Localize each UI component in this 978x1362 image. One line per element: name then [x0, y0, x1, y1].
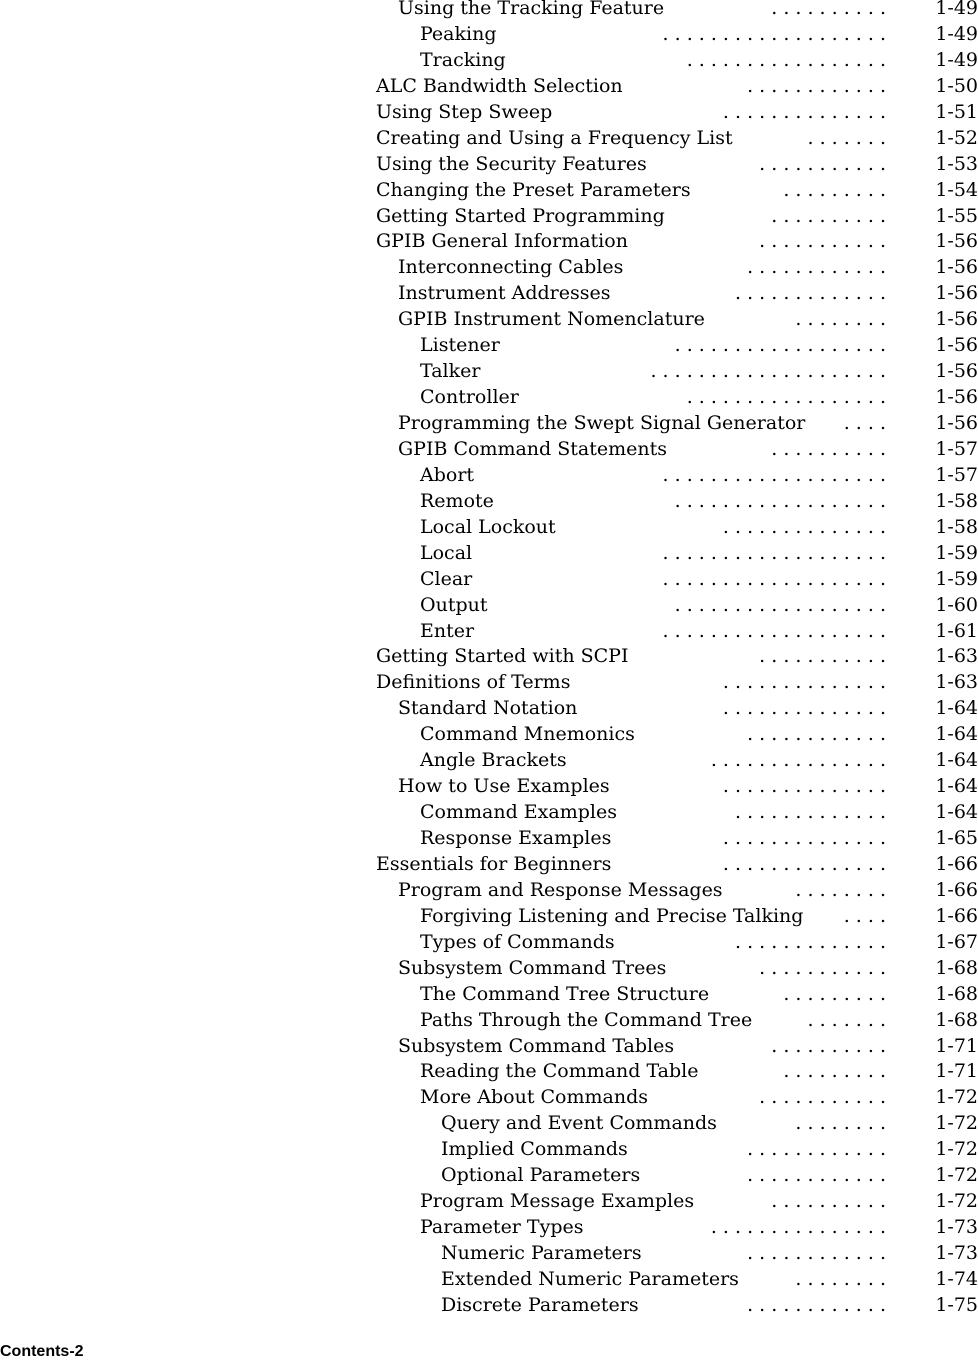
page-footer-label: Contents-2 — [0, 1343, 84, 1360]
toc-entry-title: Query and Event Commands — [441, 1112, 717, 1135]
toc-page-number: 1-59 — [935, 541, 978, 564]
toc-leader-dots: . . . . . . . . — [795, 308, 886, 331]
toc-leader-dots: . . . . . . . . . . . . . . — [722, 515, 886, 538]
toc-entry-title: Response Examples — [420, 827, 612, 849]
toc-entry-title: Interconnecting Cables — [398, 256, 624, 279]
toc-page-number: 1-75 — [935, 1293, 978, 1316]
toc-entry-title: Types of Commands — [420, 930, 615, 953]
toc-page-number: 1-55 — [935, 204, 978, 227]
toc-entry-title: Reading the Command Table — [420, 1060, 699, 1083]
toc-entry-title: Remote — [420, 489, 494, 512]
toc-leader-dots: . . . . . . . . . . . — [759, 152, 886, 175]
toc-leader-dots: . . . . . . . . . . . . . . . — [710, 749, 886, 772]
toc-entry — [376, 826, 978, 852]
toc-page-number: 1-66 — [935, 852, 978, 875]
toc-entry-title: Command Examples — [420, 801, 617, 824]
toc-entry — [376, 722, 978, 748]
toc-page-number: 1-56 — [935, 386, 978, 409]
toc-page-number: 1-57 — [935, 437, 978, 460]
toc-page-number: 1-51 — [935, 100, 978, 123]
toc-entry-title: ALC Bandwidth Selection — [376, 74, 623, 97]
toc-page-number: 1-74 — [935, 1267, 978, 1290]
toc-entry-title: How to Use Examples — [398, 775, 610, 798]
toc-entry — [376, 359, 978, 385]
toc-page-number: 1-59 — [935, 567, 978, 590]
toc-entry — [376, 515, 978, 541]
toc-entry-title: Using the Tracking Feature — [398, 0, 665, 19]
toc-page-number: 1-58 — [935, 515, 978, 538]
toc-leader-dots: . . . . . . . . . . . . . — [735, 282, 886, 305]
toc-entry-title: Optional Parameters — [441, 1164, 641, 1187]
toc-page-number: 1-49 — [935, 48, 978, 71]
toc-leader-dots: . . . . . . . . . . . . . . — [722, 671, 886, 694]
toc-page-number: 1-50 — [935, 74, 978, 97]
toc-entry-title: Forgiving Listening and Precise Talking — [420, 904, 804, 927]
toc-entry-title: Essentials for Beginners — [376, 852, 612, 875]
toc-entry — [376, 774, 978, 800]
toc-page-number: 1-71 — [935, 1060, 978, 1083]
toc-entry — [376, 930, 978, 956]
toc-leader-dots: . . . . . . . . . . . . — [747, 74, 886, 97]
toc-leader-dots: . . . . . . . . . . . . . . . . . . . — [662, 541, 886, 564]
toc-leader-dots: . . . . . . . . . . . . . . — [722, 697, 886, 720]
toc-entry-title: GPIB Instrument Nomenclature — [398, 308, 705, 331]
toc-entry-title: Abort — [420, 463, 475, 486]
toc-entry — [376, 281, 978, 307]
toc-entry — [376, 1241, 978, 1267]
toc-leader-dots: . . . . . . . — [807, 126, 886, 149]
toc-page-number: 1-66 — [935, 878, 978, 901]
toc-page-number: 1-65 — [935, 827, 978, 849]
toc-entry-title: GPIB General Information — [376, 230, 628, 253]
toc-entry — [376, 956, 978, 982]
toc-entry-title: More About Commands — [420, 1086, 648, 1109]
toc-page-number: 1-72 — [935, 1138, 978, 1161]
toc-leader-dots: . . . . . . . . . . . . — [747, 1138, 886, 1161]
toc-entry — [376, 48, 978, 74]
toc-entry — [376, 619, 978, 645]
toc-leader-dots: . . . . . . . — [807, 1008, 886, 1031]
toc-leader-dots: . . . . — [843, 412, 886, 434]
toc-leader-dots: . . . . . . . . . . — [771, 437, 886, 460]
toc-leader-dots: . . . . . . . . . . . . . — [735, 801, 886, 824]
toc-entry — [376, 878, 978, 904]
toc-entry — [376, 126, 978, 152]
toc-entry — [376, 696, 978, 722]
toc-leader-dots: . . . . . . . . . . . . . — [735, 930, 886, 953]
toc-entry — [376, 644, 978, 670]
toc-page-number: 1-72 — [935, 1112, 978, 1135]
toc-leader-dots: . . . . . . . . . . . . . . . — [710, 1216, 886, 1239]
toc-entry — [376, 904, 978, 930]
toc-leader-dots: . . . . . . . . . . . . . . . . . . — [674, 334, 886, 357]
toc-leader-dots: . . . . . . . . . . . . . . — [722, 827, 886, 849]
toc-leader-dots: . . . . . . . . . . . . . . . . . . . . — [650, 360, 886, 383]
toc-page-number: 1-58 — [935, 489, 978, 512]
toc-entry — [376, 1163, 978, 1189]
toc-leader-dots: . . . . . . . . . — [783, 982, 886, 1005]
toc-entry — [376, 852, 978, 878]
toc-page-number: 1-72 — [935, 1190, 978, 1213]
toc-leader-dots: . . . . . . . . . . . . — [747, 1242, 886, 1264]
toc-entry — [376, 0, 978, 22]
toc-entry-title: Talker — [420, 360, 481, 383]
toc-entry-title: Subsystem Command Trees — [398, 956, 667, 979]
toc-leader-dots: . . . . . . . . . . — [771, 204, 886, 227]
toc-entry — [376, 593, 978, 619]
toc-entry-title: Numeric Parameters — [441, 1242, 642, 1264]
toc-page-number: 1-66 — [935, 904, 978, 927]
toc-entry-title: Program and Response Messages — [398, 878, 723, 901]
toc-page-number: 1-73 — [935, 1216, 978, 1239]
toc-page-number: 1-64 — [935, 697, 978, 720]
toc-page-number: 1-52 — [935, 126, 978, 149]
toc-entry — [376, 411, 978, 437]
toc-page-number: 1-71 — [935, 1034, 978, 1057]
toc-page-number: 1-64 — [935, 775, 978, 798]
toc-entry-title: Output — [420, 593, 488, 616]
toc-page-number: 1-68 — [935, 982, 978, 1005]
toc-entry — [376, 1189, 978, 1215]
toc-entry-title: Getting Started Programming — [376, 204, 665, 227]
toc-entry — [376, 670, 978, 696]
toc-entry — [376, 204, 978, 230]
toc-page-number: 1-56 — [935, 230, 978, 253]
toc-entry-title: Parameter Types — [420, 1216, 584, 1239]
toc-leader-dots: . . . . . . . . . . . . — [747, 256, 886, 279]
toc-page-number: 1-56 — [935, 308, 978, 331]
toc-entry — [376, 1059, 978, 1085]
toc-entry-title: Enter — [420, 619, 475, 642]
toc-entry — [376, 463, 978, 489]
toc-page-number: 1-56 — [935, 360, 978, 383]
toc-entry-title: Implied Commands — [441, 1138, 628, 1161]
toc-page-number: 1-63 — [935, 671, 978, 694]
toc-leader-dots: . . . . . . . . . — [783, 178, 886, 201]
toc-entry-title: Controller — [420, 386, 519, 409]
toc-entry-title: Listener — [420, 334, 500, 357]
toc-entry — [376, 800, 978, 826]
toc-entry-title: Programming the Swept Signal Generator — [398, 412, 806, 434]
toc-page-number: 1-68 — [935, 956, 978, 979]
toc-entry-title: Getting Started with SCPI — [376, 645, 629, 668]
toc-entry-title: GPIB Command Statements — [398, 437, 667, 460]
toc-leader-dots: . . . . . . . . . . . . — [747, 1164, 886, 1187]
toc-entry-title: Definitions of Terms — [376, 671, 571, 694]
toc-leader-dots: . . . . . . . . . . . . . . . . . — [686, 386, 886, 409]
toc-entry-title: Program Message Examples — [420, 1190, 695, 1213]
toc-entry — [376, 1215, 978, 1241]
toc-entry — [376, 1267, 978, 1293]
toc-leader-dots: . . . . . . . . . . . . — [747, 723, 886, 746]
toc-leader-dots: . . . . . . . . . . . . . . — [722, 775, 886, 798]
toc-entry-title: Command Mnemonics — [420, 723, 635, 746]
toc-entry — [376, 1137, 978, 1163]
toc-entry-title: Instrument Addresses — [398, 282, 611, 305]
toc-entry-title: Extended Numeric Parameters — [441, 1267, 739, 1290]
toc-entry — [376, 100, 978, 126]
toc-entry-title: The Command Tree Structure — [420, 982, 710, 1005]
toc-entry — [376, 255, 978, 281]
toc-entry — [376, 982, 978, 1008]
toc-page-number: 1-54 — [935, 178, 978, 201]
toc-entry-title: Angle Brackets — [420, 749, 567, 772]
toc-leader-dots: . . . . — [843, 904, 886, 927]
toc-page-number: 1-61 — [935, 619, 978, 642]
toc-page-number: 1-64 — [935, 801, 978, 824]
toc-leader-dots: . . . . . . . . . . . . . . — [722, 100, 886, 123]
toc-leader-dots: . . . . . . . . — [795, 1267, 886, 1290]
toc-page-number: 1-73 — [935, 1242, 978, 1264]
toc-entry — [376, 22, 978, 48]
toc-entry — [376, 541, 978, 567]
toc-leader-dots: . . . . . . . . . . . . . . — [722, 852, 886, 875]
toc-page-number: 1-56 — [935, 256, 978, 279]
toc-page-number: 1-72 — [935, 1086, 978, 1109]
toc-entry — [376, 229, 978, 255]
toc-entry — [376, 1111, 978, 1137]
toc-leader-dots: . . . . . . . . . . — [771, 0, 886, 19]
toc-entry — [376, 178, 978, 204]
table-of-contents — [376, 0, 978, 1319]
toc-leader-dots: . . . . . . . . . . . . . . . . . . . — [662, 22, 886, 45]
toc-leader-dots: . . . . . . . . . . . — [759, 1086, 886, 1109]
toc-leader-dots: . . . . . . . . — [795, 878, 886, 901]
toc-entry-title: Changing the Preset Parameters — [376, 178, 691, 201]
toc-page-number: 1-64 — [935, 749, 978, 772]
toc-page-number: 1-67 — [935, 930, 978, 953]
toc-leader-dots: . . . . . . . . . . . — [759, 645, 886, 668]
toc-entry-title: Using Step Sweep — [376, 100, 553, 123]
toc-leader-dots: . . . . . . . . — [795, 1112, 886, 1135]
toc-entry — [376, 748, 978, 774]
toc-page-number: 1-60 — [935, 593, 978, 616]
toc-leader-dots: . . . . . . . . . . — [771, 1190, 886, 1213]
toc-entry — [376, 152, 978, 178]
toc-entry — [376, 1034, 978, 1060]
toc-entry — [376, 74, 978, 100]
toc-page-number: 1-53 — [935, 152, 978, 175]
toc-page-number: 1-56 — [935, 412, 978, 434]
toc-leader-dots: . . . . . . . . . . — [771, 1034, 886, 1057]
toc-leader-dots: . . . . . . . . . . . . — [747, 1293, 886, 1316]
toc-leader-dots: . . . . . . . . . . . . . . . . . . . — [662, 567, 886, 590]
toc-page-number: 1-56 — [935, 334, 978, 357]
toc-entry-title: Creating and Using a Frequency List — [376, 126, 733, 149]
toc-leader-dots: . . . . . . . . . — [783, 1060, 886, 1083]
toc-entry-title: Clear — [420, 567, 473, 590]
toc-page-number: 1-68 — [935, 1008, 978, 1031]
toc-entry-title: Local — [420, 541, 473, 564]
toc-entry-title: Peaking — [420, 22, 497, 45]
toc-page-number: 1-56 — [935, 282, 978, 305]
toc-entry — [376, 385, 978, 411]
toc-entry-title: Local Lockout — [420, 515, 556, 538]
toc-leader-dots: . . . . . . . . . . . . . . . . . — [686, 48, 886, 71]
toc-entry — [376, 489, 978, 515]
toc-entry — [376, 1008, 978, 1034]
toc-leader-dots: . . . . . . . . . . . . . . . . . . — [674, 489, 886, 512]
toc-page-number: 1-49 — [935, 0, 978, 19]
toc-entry — [376, 333, 978, 359]
toc-entry-title: Using the Security Features — [376, 152, 647, 175]
toc-entry — [376, 1293, 978, 1319]
toc-page-number: 1-64 — [935, 723, 978, 746]
toc-entry-title: Paths Through the Command Tree — [420, 1008, 753, 1031]
toc-entry-title: Tracking — [420, 48, 506, 71]
toc-page-number: 1-49 — [935, 22, 978, 45]
toc-entry — [376, 437, 978, 463]
toc-leader-dots: . . . . . . . . . . . — [759, 956, 886, 979]
toc-leader-dots: . . . . . . . . . . . . . . . . . . . — [662, 463, 886, 486]
toc-page-number: 1-72 — [935, 1164, 978, 1187]
toc-leader-dots: . . . . . . . . . . . . . . . . . . . — [662, 619, 886, 642]
toc-entry — [376, 1085, 978, 1111]
toc-entry-title: Discrete Parameters — [441, 1293, 639, 1316]
toc-leader-dots: . . . . . . . . . . . . . . . . . . — [674, 593, 886, 616]
toc-page-number: 1-57 — [935, 463, 978, 486]
toc-entry-title: Subsystem Command Tables — [398, 1034, 675, 1057]
toc-entry — [376, 307, 978, 333]
toc-leader-dots: . . . . . . . . . . . — [759, 230, 886, 253]
toc-entry — [376, 567, 978, 593]
toc-page-number: 1-63 — [935, 645, 978, 668]
toc-entry-title: Standard Notation — [398, 697, 578, 720]
